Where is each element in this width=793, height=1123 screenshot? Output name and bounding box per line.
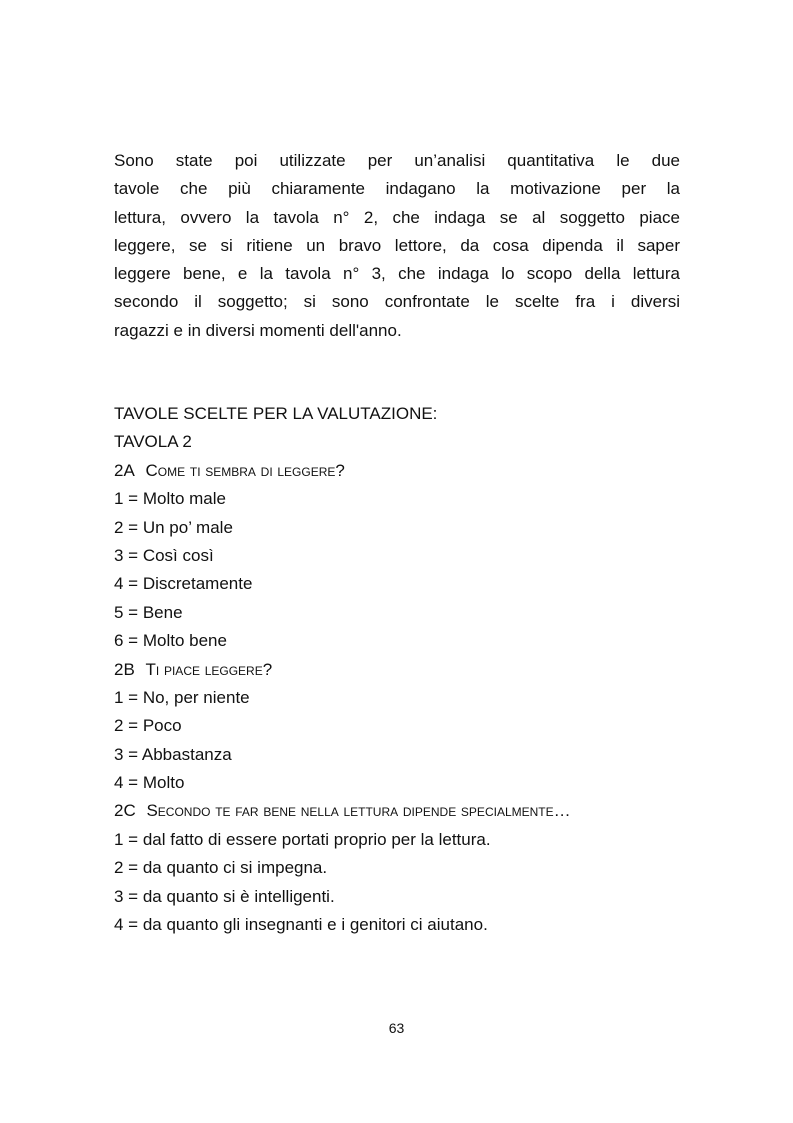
- question-text: Come ti sembra di leggere?: [145, 460, 345, 480]
- question-2a: [114, 457, 714, 485]
- page-number: 63: [388, 1020, 405, 1036]
- paragraph-text: [114, 147, 680, 345]
- option-item: 2 = da quanto ci si impegna.: [114, 858, 328, 878]
- paragraph-line: lettura, ovvero la tavola n° 2, che indaga se al soggetto piace: [114, 207, 680, 227]
- question-2c: [114, 797, 714, 825]
- option-item: 2 = Un po’ male: [114, 517, 233, 537]
- option-item: 2 = Poco: [114, 716, 182, 736]
- option-item: 3 = Così così: [114, 545, 214, 565]
- paragraph-line: leggere bene, e la tavola n° 3, che indaga lo scopo della lettura: [114, 264, 680, 284]
- paragraph-line: leggere, se si ritiene un bravo lettore, da cosa dipenda il saper: [114, 235, 680, 255]
- section-heading: TAVOLE SCELTE PER LA VALUTAZIONE:: [114, 404, 438, 423]
- option-item: 4 = Molto: [114, 773, 185, 793]
- paragraph-line: ragazzi e in diversi momenti dell'anno.: [114, 320, 402, 340]
- table-title: TAVOLA 2: [114, 432, 192, 452]
- option-item: 3 = da quanto si è intelligenti.: [114, 886, 335, 906]
- paragraph-line: secondo il soggetto; si sono confrontate le scelte fra i diversi: [114, 292, 680, 312]
- question-text: Ti piace leggere?: [145, 659, 273, 679]
- option-item: 5 = Bene: [114, 602, 183, 622]
- question-code: 2A: [114, 460, 135, 480]
- paragraph-line: tavole che più chiaramente indagano la motivazione per la: [114, 179, 680, 199]
- option-item: 1 = Molto male: [114, 489, 226, 509]
- option-item: 6 = Molto bene: [114, 631, 227, 651]
- option-item: 1 = No, per niente: [114, 687, 250, 707]
- body-paragraph: [114, 147, 680, 345]
- question-2b: [114, 656, 714, 684]
- option-item: 4 = Discretamente: [114, 574, 253, 594]
- paragraph-line: Sono state poi utilizzate per un’analisi quantitativa le due: [114, 151, 680, 170]
- evaluation-tables-section: [114, 400, 714, 939]
- question-code: 2C: [114, 801, 136, 821]
- question-text: Secondo te far bene nella lettura dipende specialmente…: [146, 801, 571, 821]
- option-item: 1 = dal fatto di essere portati proprio per la lettura.: [114, 829, 491, 849]
- option-item: 4 = da quanto gli insegnanti e i genitori ci aiutano.: [114, 915, 488, 935]
- question-code: 2B: [114, 659, 135, 679]
- option-item: 3 = Abbastanza: [114, 744, 232, 764]
